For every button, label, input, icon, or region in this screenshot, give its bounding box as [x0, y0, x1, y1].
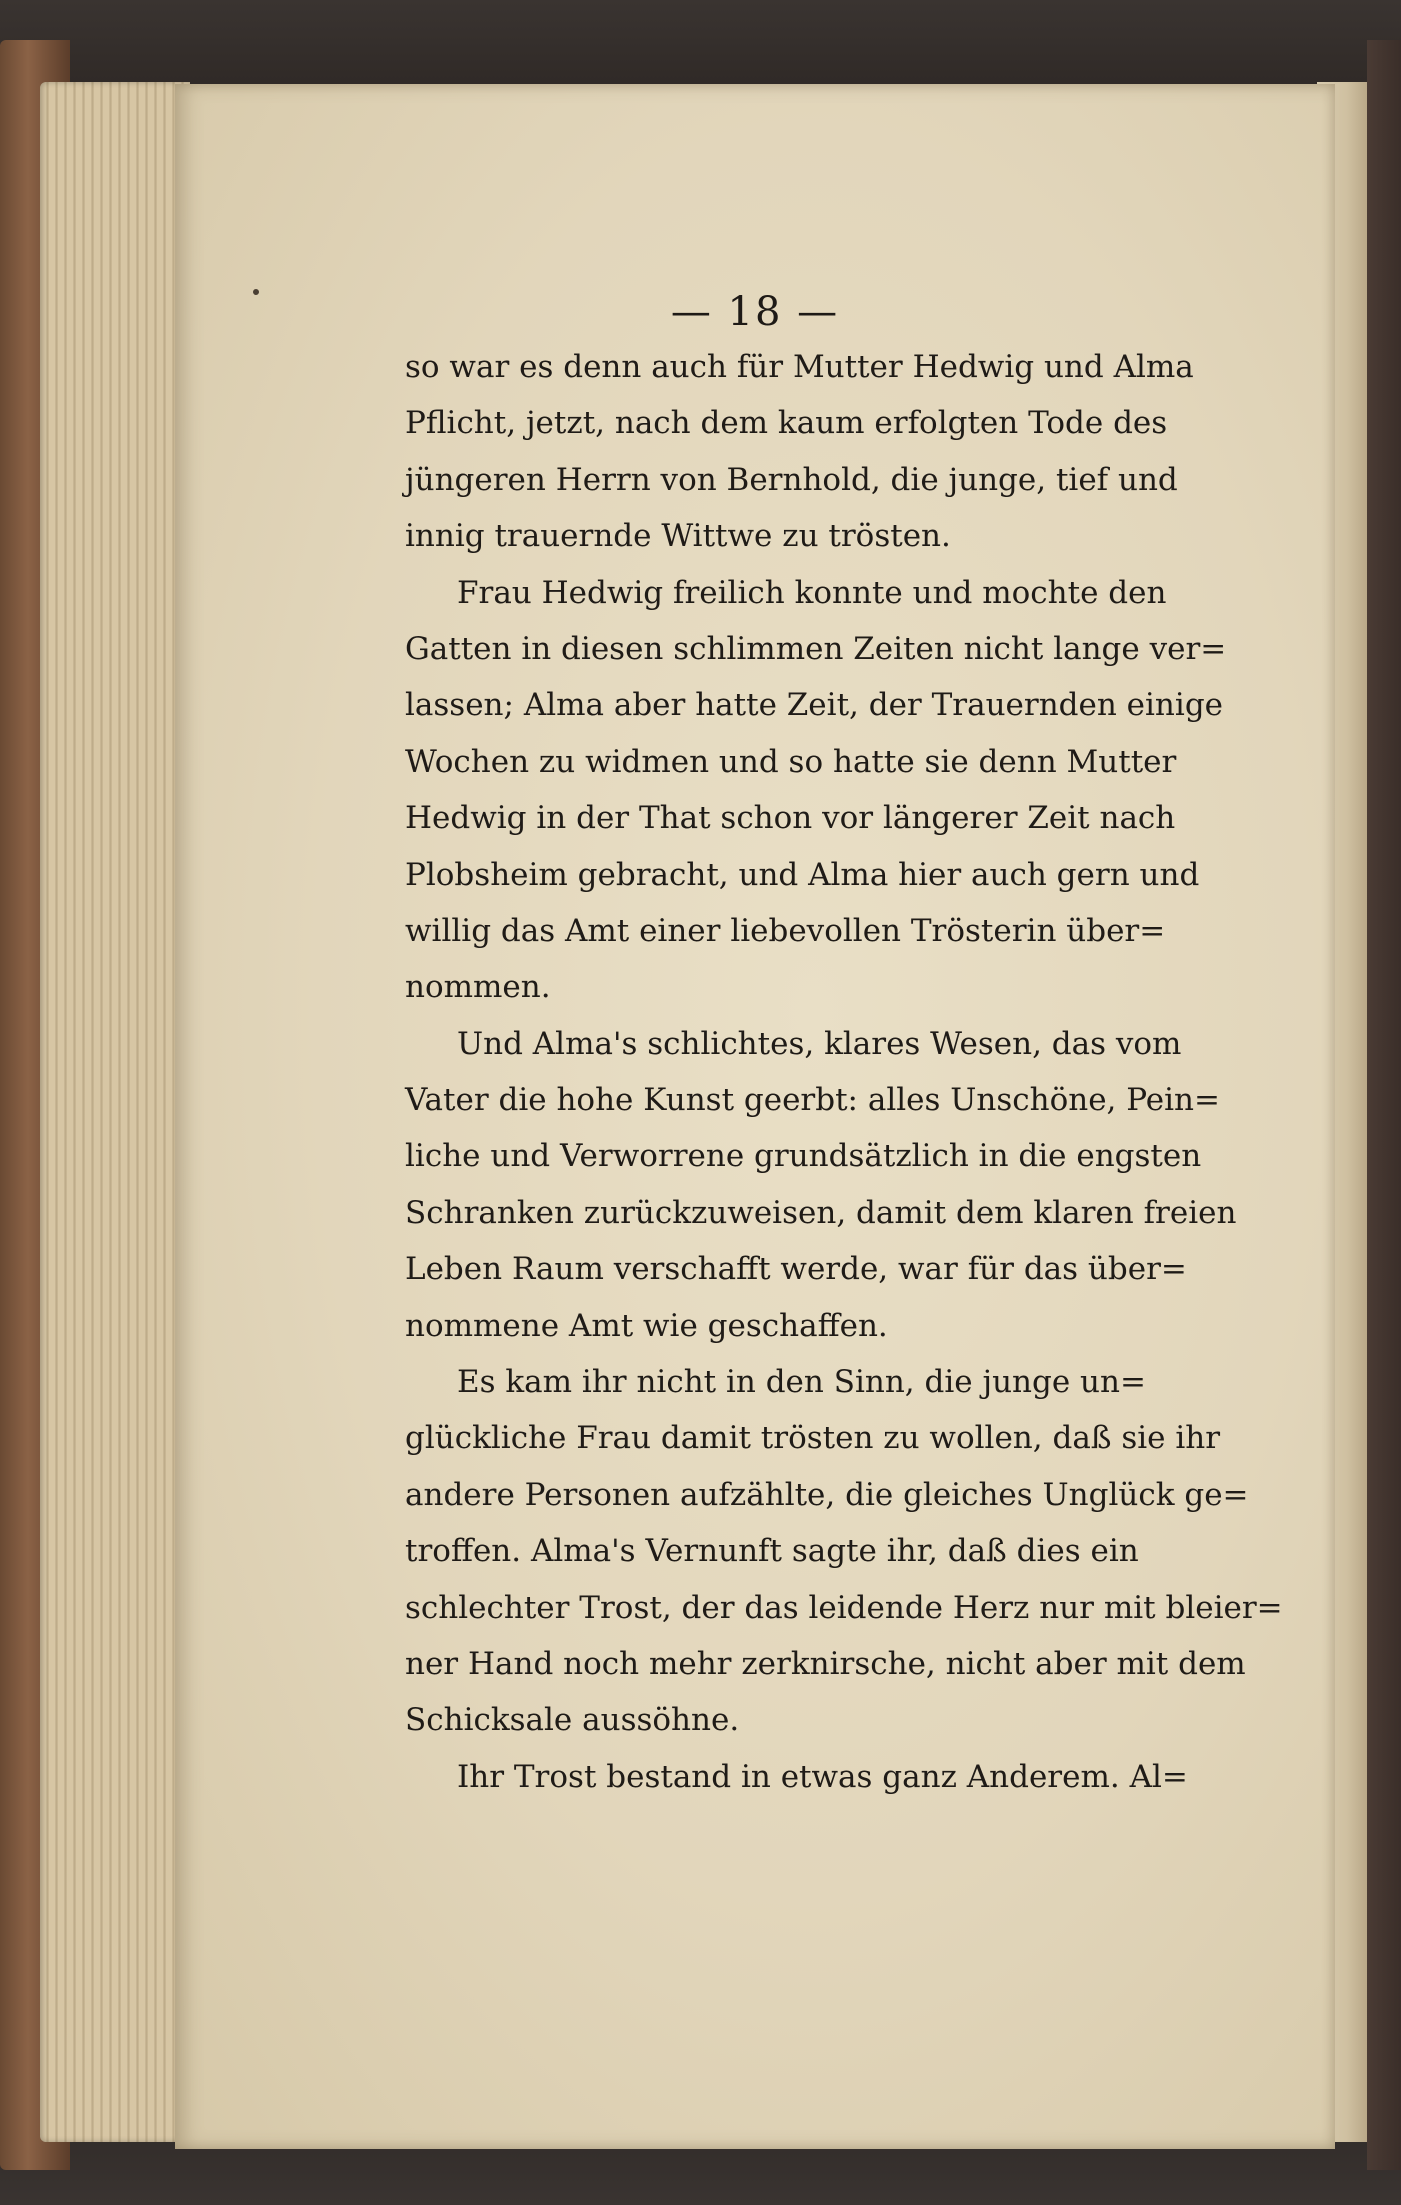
text-line: Schranken zurückzuweisen, damit dem klaren freien: [405, 1194, 1237, 1231]
text-line: nommen.: [405, 969, 551, 1006]
page-number: — 18 —: [670, 289, 840, 335]
text-line: Frau Hedwig freilich konnte und mochte den: [457, 574, 1167, 611]
text-line: nommene Amt wie geschaffen.: [405, 1307, 888, 1344]
text-line: Plobsheim gebracht, und Alma hier auch gern und: [405, 856, 1200, 893]
text-line: innig trauernde Wittwe zu trösten.: [405, 518, 951, 555]
text-line: Ihr Trost bestand in etwas ganz Anderem. Al=: [457, 1758, 1188, 1795]
text-line: lassen; Alma aber hatte Zeit, der Trauernden einige: [405, 687, 1224, 724]
book-page: [175, 84, 1335, 2149]
text-line: schlechter Trost, der das leidende Herz nur mit bleier=: [405, 1589, 1283, 1626]
text-line: andere Personen aufzählte, die gleiches Unglück ge=: [405, 1476, 1249, 1513]
text-line: Hedwig in der That schon vor längerer Zeit nach: [405, 800, 1176, 837]
text-line: liche und Verworrene grundsätzlich in die engsten: [405, 1138, 1202, 1175]
text-line: Vater die hohe Kunst geerbt: alles Unschöne, Pein=: [405, 1082, 1220, 1119]
text-line: Es kam ihr nicht in den Sinn, die junge un=: [457, 1364, 1146, 1401]
book-cover-right: [1367, 40, 1401, 2170]
text-line: troffen. Alma's Vernunft sagte ihr, daß dies ein: [405, 1533, 1139, 1570]
body-text: [405, 339, 1283, 1805]
text-line: Und Alma's schlichtes, klares Wesen, das vom: [457, 1025, 1182, 1062]
text-line: jüngeren Herrn von Bernhold, die junge, tief und: [405, 461, 1178, 498]
text-line: ner Hand noch mehr zerknirsche, nicht aber mit dem: [405, 1645, 1246, 1682]
text-line: Leben Raum verschafft werde, war für das über=: [405, 1251, 1187, 1288]
text-line: glückliche Frau damit trösten zu wollen, daß sie ihr: [405, 1420, 1221, 1457]
text-line: Pflicht, jetzt, nach dem kaum erfolgten Tode des: [405, 405, 1168, 442]
text-line: Schicksale aussöhne.: [405, 1702, 740, 1739]
text-line: so war es denn auch für Mutter Hedwig und Alma: [405, 349, 1194, 385]
page-edges: [40, 82, 190, 2142]
text-line: Wochen zu widmen und so hatte sie denn Mutter: [405, 743, 1177, 780]
text-line: willig das Amt einer liebevollen Trösterin über=: [405, 912, 1166, 949]
text-line: Gatten in diesen schlimmen Zeiten nicht lange ver=: [405, 630, 1227, 667]
